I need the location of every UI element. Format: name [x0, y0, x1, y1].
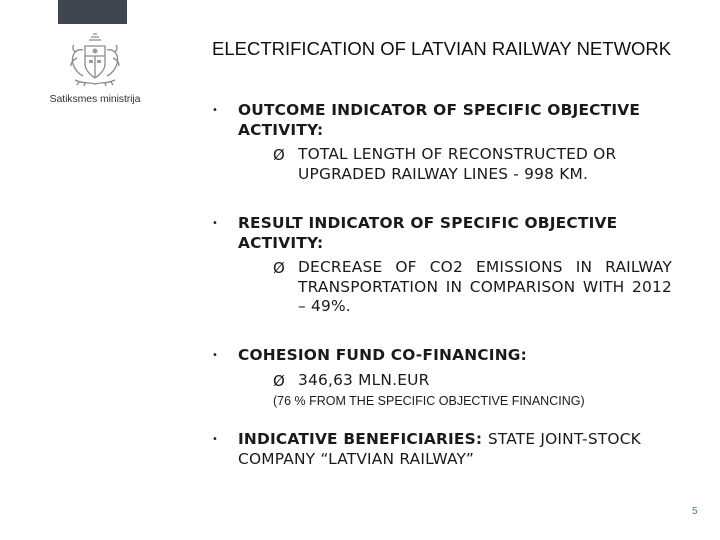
bullet-icon: • — [212, 218, 218, 229]
item-3-heading: COHESION FUND CO-FINANCING: — [238, 346, 527, 364]
item-4-label: INDICATIVE BENEFICIARIES: — [238, 430, 483, 448]
item-3-note: (76 % FROM THE SPECIFIC OBJECTIVE FINANCING) — [273, 394, 585, 408]
item-1-heading: OUTCOME INDICATOR OF SPECIFIC OBJECTIVE ACTIVITY: — [238, 101, 641, 139]
item-2-detail: DECREASE OF CO2 EMISSIONS IN RAILWAY TRANSPORTATION IN COMPARISON WITH 2012 – 49%. — [298, 258, 672, 315]
page-number: 5 — [692, 506, 698, 517]
bullet-icon: • — [212, 350, 218, 361]
arrow-bullet-icon: Ø — [273, 146, 285, 164]
item-4-heading — [238, 430, 678, 469]
item-2-heading: RESULT INDICATOR OF SPECIFIC OBJECTIVE ACTIVITY: — [238, 214, 618, 252]
ministry-name: Satiksmes ministrija — [49, 93, 141, 105]
item-4-value: STATE JOINT-STOCK COMPANY “LATVIAN RAILWAY” — [238, 430, 641, 468]
item-3-detail: 346,63 MLN.EUR — [298, 371, 430, 389]
arrow-bullet-icon: Ø — [273, 259, 285, 277]
item-1-detail: TOTAL LENGTH OF RECONSTRUCTED OR UPGRADED RAILWAY LINES - 998 KM. — [298, 145, 617, 183]
slide-title: ELECTRIFICATION OF LATVIAN RAILWAY NETWORK — [212, 38, 672, 59]
bullet-icon: • — [212, 105, 218, 116]
arrow-bullet-icon: Ø — [273, 372, 285, 390]
bullet-icon: • — [212, 434, 218, 445]
